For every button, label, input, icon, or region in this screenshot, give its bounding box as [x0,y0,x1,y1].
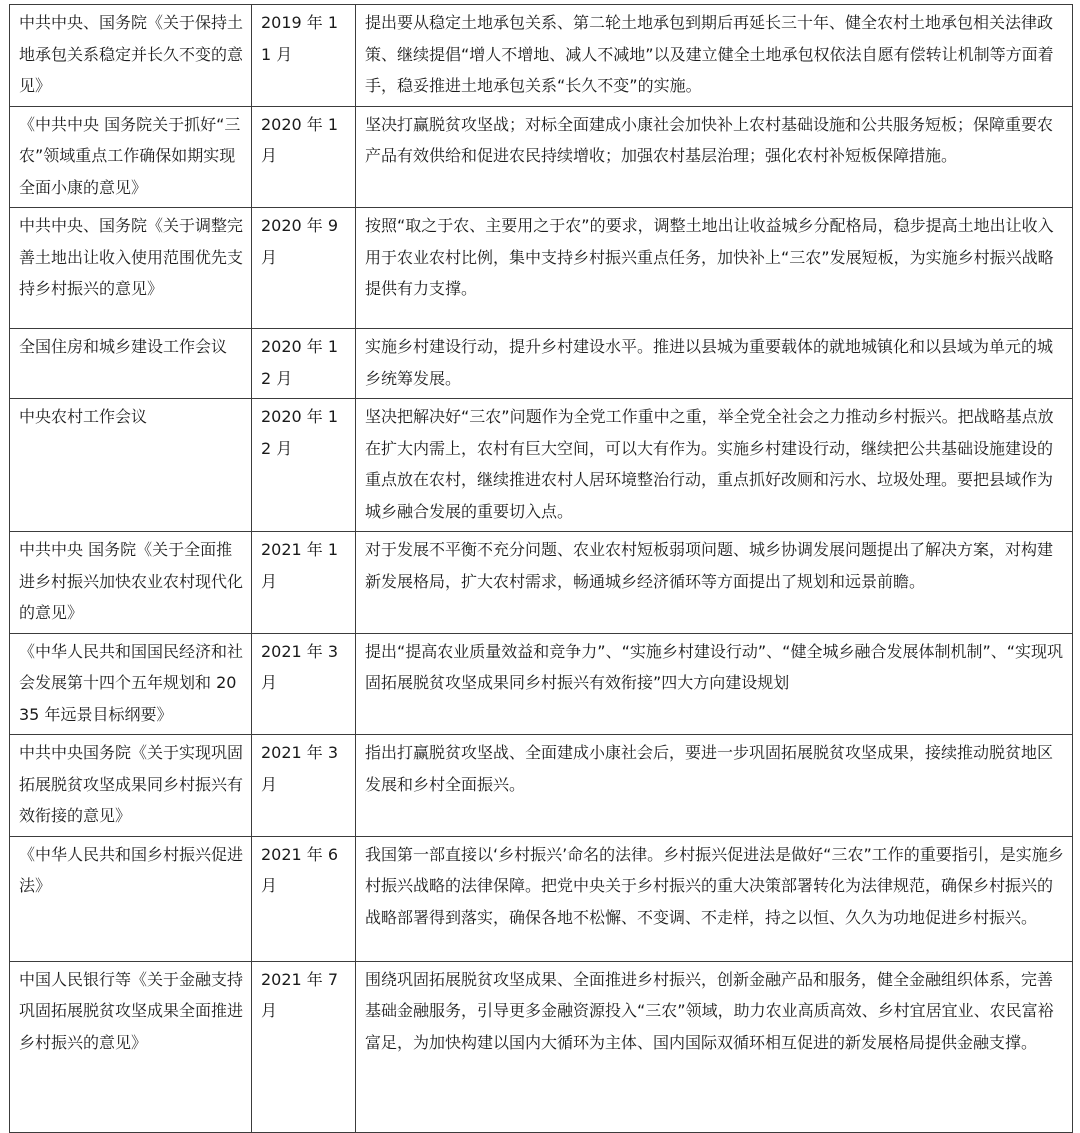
policy-date-cell: 2021 年 3 月 [252,735,356,837]
policy-date-cell: 2020 年 12 月 [252,329,356,399]
table-row [10,399,1073,532]
policy-date-cell: 2019 年 11 月 [252,5,356,107]
table-row [10,633,1073,735]
table-row [10,106,1073,208]
policy-date-cell: 2020 年 9 月 [252,208,356,329]
table-row [10,208,1073,329]
policy-document-cell: 中央农村工作会议 [10,399,252,532]
policy-content-cell: 指出打赢脱贫攻坚战、全面建成小康社会后，要进一步巩固拓展脱贫攻坚成果，接续推动脱贫地区发展和乡村全面振兴。 [356,735,1073,837]
policy-table [9,4,1073,1133]
policy-date-cell: 2021 年 6 月 [252,836,356,961]
policy-content-cell: 围绕巩固拓展脱贫攻坚成果、全面推进乡村振兴，创新金融产品和服务，健全金融组织体系，完善基础金融服务，引导更多金融资源投入“三农”领域，助力农业高质高效、乡村宜居宜业、农民富裕富足，为加快构建以国内大循环为主体、国内国际双循环相互促进的新发展格局提供金融支撑。 [356,961,1073,1132]
policy-document-cell: 全国住房和城乡建设工作会议 [10,329,252,399]
table-row [10,532,1073,634]
table-row [10,329,1073,399]
policy-content-cell: 我国第一部直接以‘乡村振兴’命名的法律。乡村振兴促进法是做好“三农”工作的重要指引，是实施乡村振兴战略的法律保障。把党中央关于乡村振兴的重大决策部署转化为法律规范，确保乡村振兴的战略部署得到落实，确保各地不松懈、不变调、不走样，持之以恒、久久为功地促进乡村振兴。 [356,836,1073,961]
policy-date-cell: 2021 年 7 月 [252,961,356,1132]
table-row [10,735,1073,837]
policy-content-cell: 提出要从稳定土地承包关系、第二轮土地承包到期后再延长三十年、健全农村土地承包相关法律政策、继续提倡“增人不增地、减人不减地”以及建立健全土地承包权依法自愿有偿转让机制等方面着手，稳妥推进土地承包关系“长久不变”的实施。 [356,5,1073,107]
table-row [10,5,1073,107]
policy-date-cell: 2020 年 1 月 [252,106,356,208]
policy-date-cell: 2021 年 1 月 [252,532,356,634]
policy-document-cell: 中共中央 国务院《关于全面推进乡村振兴加快农业农村现代化的意见》 [10,532,252,634]
policy-content-cell: 对于发展不平衡不充分问题、农业农村短板弱项问题、城乡协调发展问题提出了解决方案，对构建新发展格局，扩大农村需求，畅通城乡经济循环等方面提出了规划和远景前瞻。 [356,532,1073,634]
policy-content-cell: 提出“提高农业质量效益和竞争力”、“实施乡村建设行动”、“健全城乡融合发展体制机制”、“实现巩固拓展脱贫攻坚成果同乡村振兴有效衔接”四大方向建设规划 [356,633,1073,735]
table-row [10,961,1073,1132]
policy-date-cell: 2021 年 3 月 [252,633,356,735]
policy-document-cell: 中国人民银行等《关于金融支持巩固拓展脱贫攻坚成果全面推进乡村振兴的意见》 [10,961,252,1132]
policy-document-cell: 中共中央、国务院《关于调整完善土地出让收入使用范围优先支持乡村振兴的意见》 [10,208,252,329]
policy-date-cell: 2020 年 12 月 [252,399,356,532]
policy-content-cell: 按照“取之于农、主要用之于农”的要求，调整土地出让收益城乡分配格局，稳步提高土地出让收入用于农业农村比例，集中支持乡村振兴重点任务，加快补上“三农”发展短板，为实施乡村振兴战略提供有力支撑。 [356,208,1073,329]
policy-content-cell: 实施乡村建设行动，提升乡村建设水平。推进以县城为重要载体的就地城镇化和以县域为单元的城乡统筹发展。 [356,329,1073,399]
policy-document-cell: 中共中央、国务院《关于保持土地承包关系稳定并长久不变的意见》 [10,5,252,107]
policy-document-cell: 中共中央国务院《关于实现巩固拓展脱贫攻坚成果同乡村振兴有效衔接的意见》 [10,735,252,837]
policy-document-cell: 《中共中央 国务院关于抓好“三农”领域重点工作确保如期实现全面小康的意见》 [10,106,252,208]
table-row [10,836,1073,961]
policy-document-cell: 《中华人民共和国乡村振兴促进法》 [10,836,252,961]
policy-content-cell: 坚决打赢脱贫攻坚战；对标全面建成小康社会加快补上农村基础设施和公共服务短板；保障重要农产品有效供给和促进农民持续增收；加强农村基层治理；强化农村补短板保障措施。 [356,106,1073,208]
policy-content-cell: 坚决把解决好“三农”问题作为全党工作重中之重，举全党全社会之力推动乡村振兴。把战略基点放在扩大内需上，农村有巨大空间，可以大有作为。实施乡村建设行动，继续把公共基础设施建设的重点放在农村，继续推进农村人居环境整治行动，重点抓好改厕和污水、垃圾处理。要把县域作为城乡融合发展的重要切入点。 [356,399,1073,532]
policy-document-cell: 《中华人民共和国国民经济和社会发展第十四个五年规划和 2035 年远景目标纲要》 [10,633,252,735]
